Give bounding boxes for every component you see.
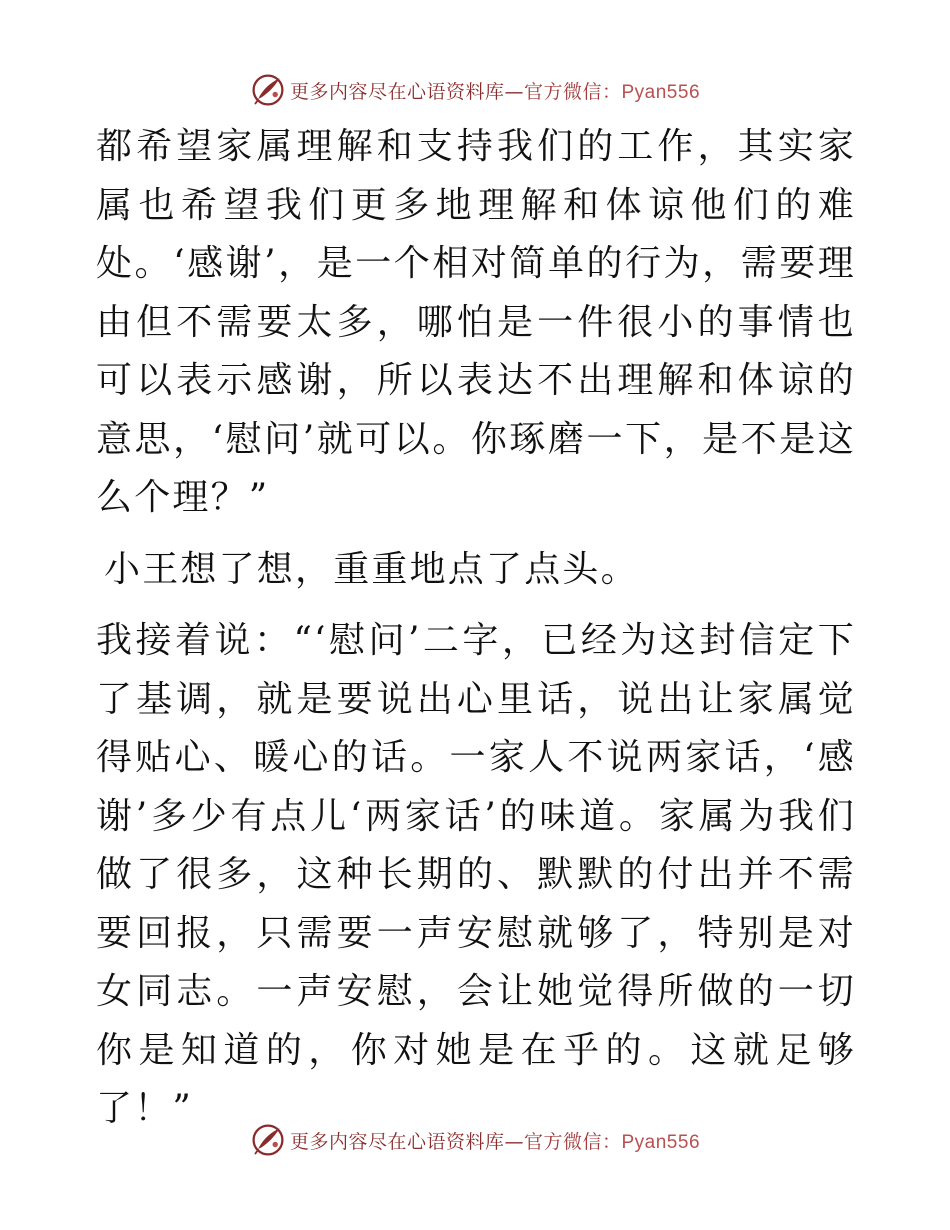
watermark-separator: — xyxy=(504,80,524,103)
paragraph-3: 我接着说：“‘慰问’二字，已经为这封信定下了基调，就是要说出心里话，说出让家属觉得贴心、暖心的话。一家人不说两家话，‘感谢’多少有点儿‘两家话’的味道。家属为我们做了很多，这种长期的、默默的付出并不需要回报，只需要一声安慰就够了，特别是对女同志。一声安慰，会让她觉得所做的一切你是知道的，你对她是在乎的。这就足够了！” xyxy=(96,620,856,1129)
feather-pen-logo-icon xyxy=(250,1122,286,1158)
document-body xyxy=(96,118,856,1139)
footer-watermark xyxy=(0,1120,950,1160)
watermark-brand: 更多内容尽在心语资料库 xyxy=(289,1130,505,1153)
watermark-wechat-id: Pyan556 xyxy=(621,1131,701,1153)
paragraph-1: 都希望家属理解和支持我们的工作，其实家属也希望我们更多地理解和体谅他们的难处。‘感谢’，是一个相对简单的行为，需要理由但不需要太多，哪怕是一件很小的事情也可以表示感谢，所以表达不出理解和体谅的意思，‘慰问’就可以。你琢磨一下，是不是这么个理？” xyxy=(96,126,856,518)
watermark-wechat-label: 官方微信： xyxy=(523,80,622,103)
header-watermark xyxy=(0,70,950,110)
watermark-text xyxy=(290,1127,700,1154)
paragraph-2: 小王想了想，重重地点了点头。 xyxy=(104,548,639,590)
feather-pen-logo-icon xyxy=(250,72,286,108)
watermark-separator: — xyxy=(504,1130,524,1153)
watermark-wechat-id: Pyan556 xyxy=(621,81,701,103)
watermark-brand: 更多内容尽在心语资料库 xyxy=(289,80,505,103)
watermark-text xyxy=(290,77,700,104)
watermark-wechat-label: 官方微信： xyxy=(523,1130,622,1153)
